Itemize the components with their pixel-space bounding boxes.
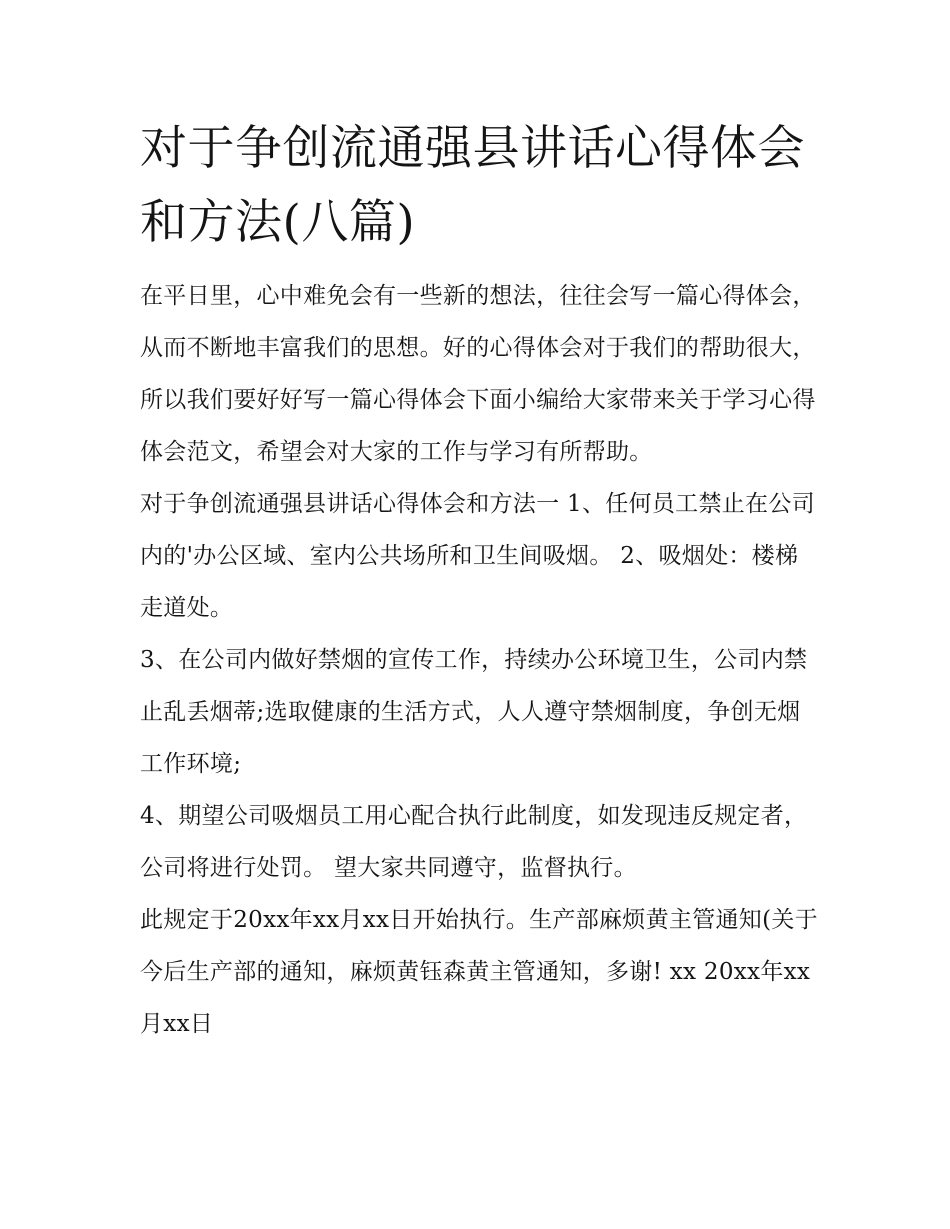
intro-paragraph: 在平日里，心中难免会有一些新的想法，往往会写一篇心得体会，从而不断地丰富我们的思想。好的心得体会对于我们的帮助很大，所以我们要好好写一篇心得体会下面小编给大家带来关于学习心得体会范文，希望会对大家的工作与学习有所帮助。 [140,283,816,465]
document-page [140,112,820,1050]
rule-4-paragraph: 4、期望公司吸烟员工用心配合执行此制度，如发现违反规定者，公司将进行处罚。 望大家共同遵守，监督执行。 [140,803,808,881]
rule-3-paragraph: 3、在公司内做好禁烟的宣传工作，持续办公环境卫生，公司内禁止乱丢烟蒂;选取健康的生活方式，人人遵守禁烟制度，争创无烟工作环境; [140,647,808,777]
rule-1-2-paragraph: 对于争创流通强县讲话心得体会和方法一 1、任何员工禁止在公司内的'办公区域、室内公共场所和卫生间吸烟。 2、吸烟处：楼梯走道处。 [140,491,815,621]
effective-date-paragraph: 此规定于20xx年xx月xx日开始执行。生产部麻烦黄主管通知(关于今后生产部的通知，麻烦黄钰森黄主管通知，多谢! xx 20xx年xx月xx日 [140,907,818,1037]
document-title: 对于争创流通强县讲话心得体会和方法(八篇) [140,121,805,250]
